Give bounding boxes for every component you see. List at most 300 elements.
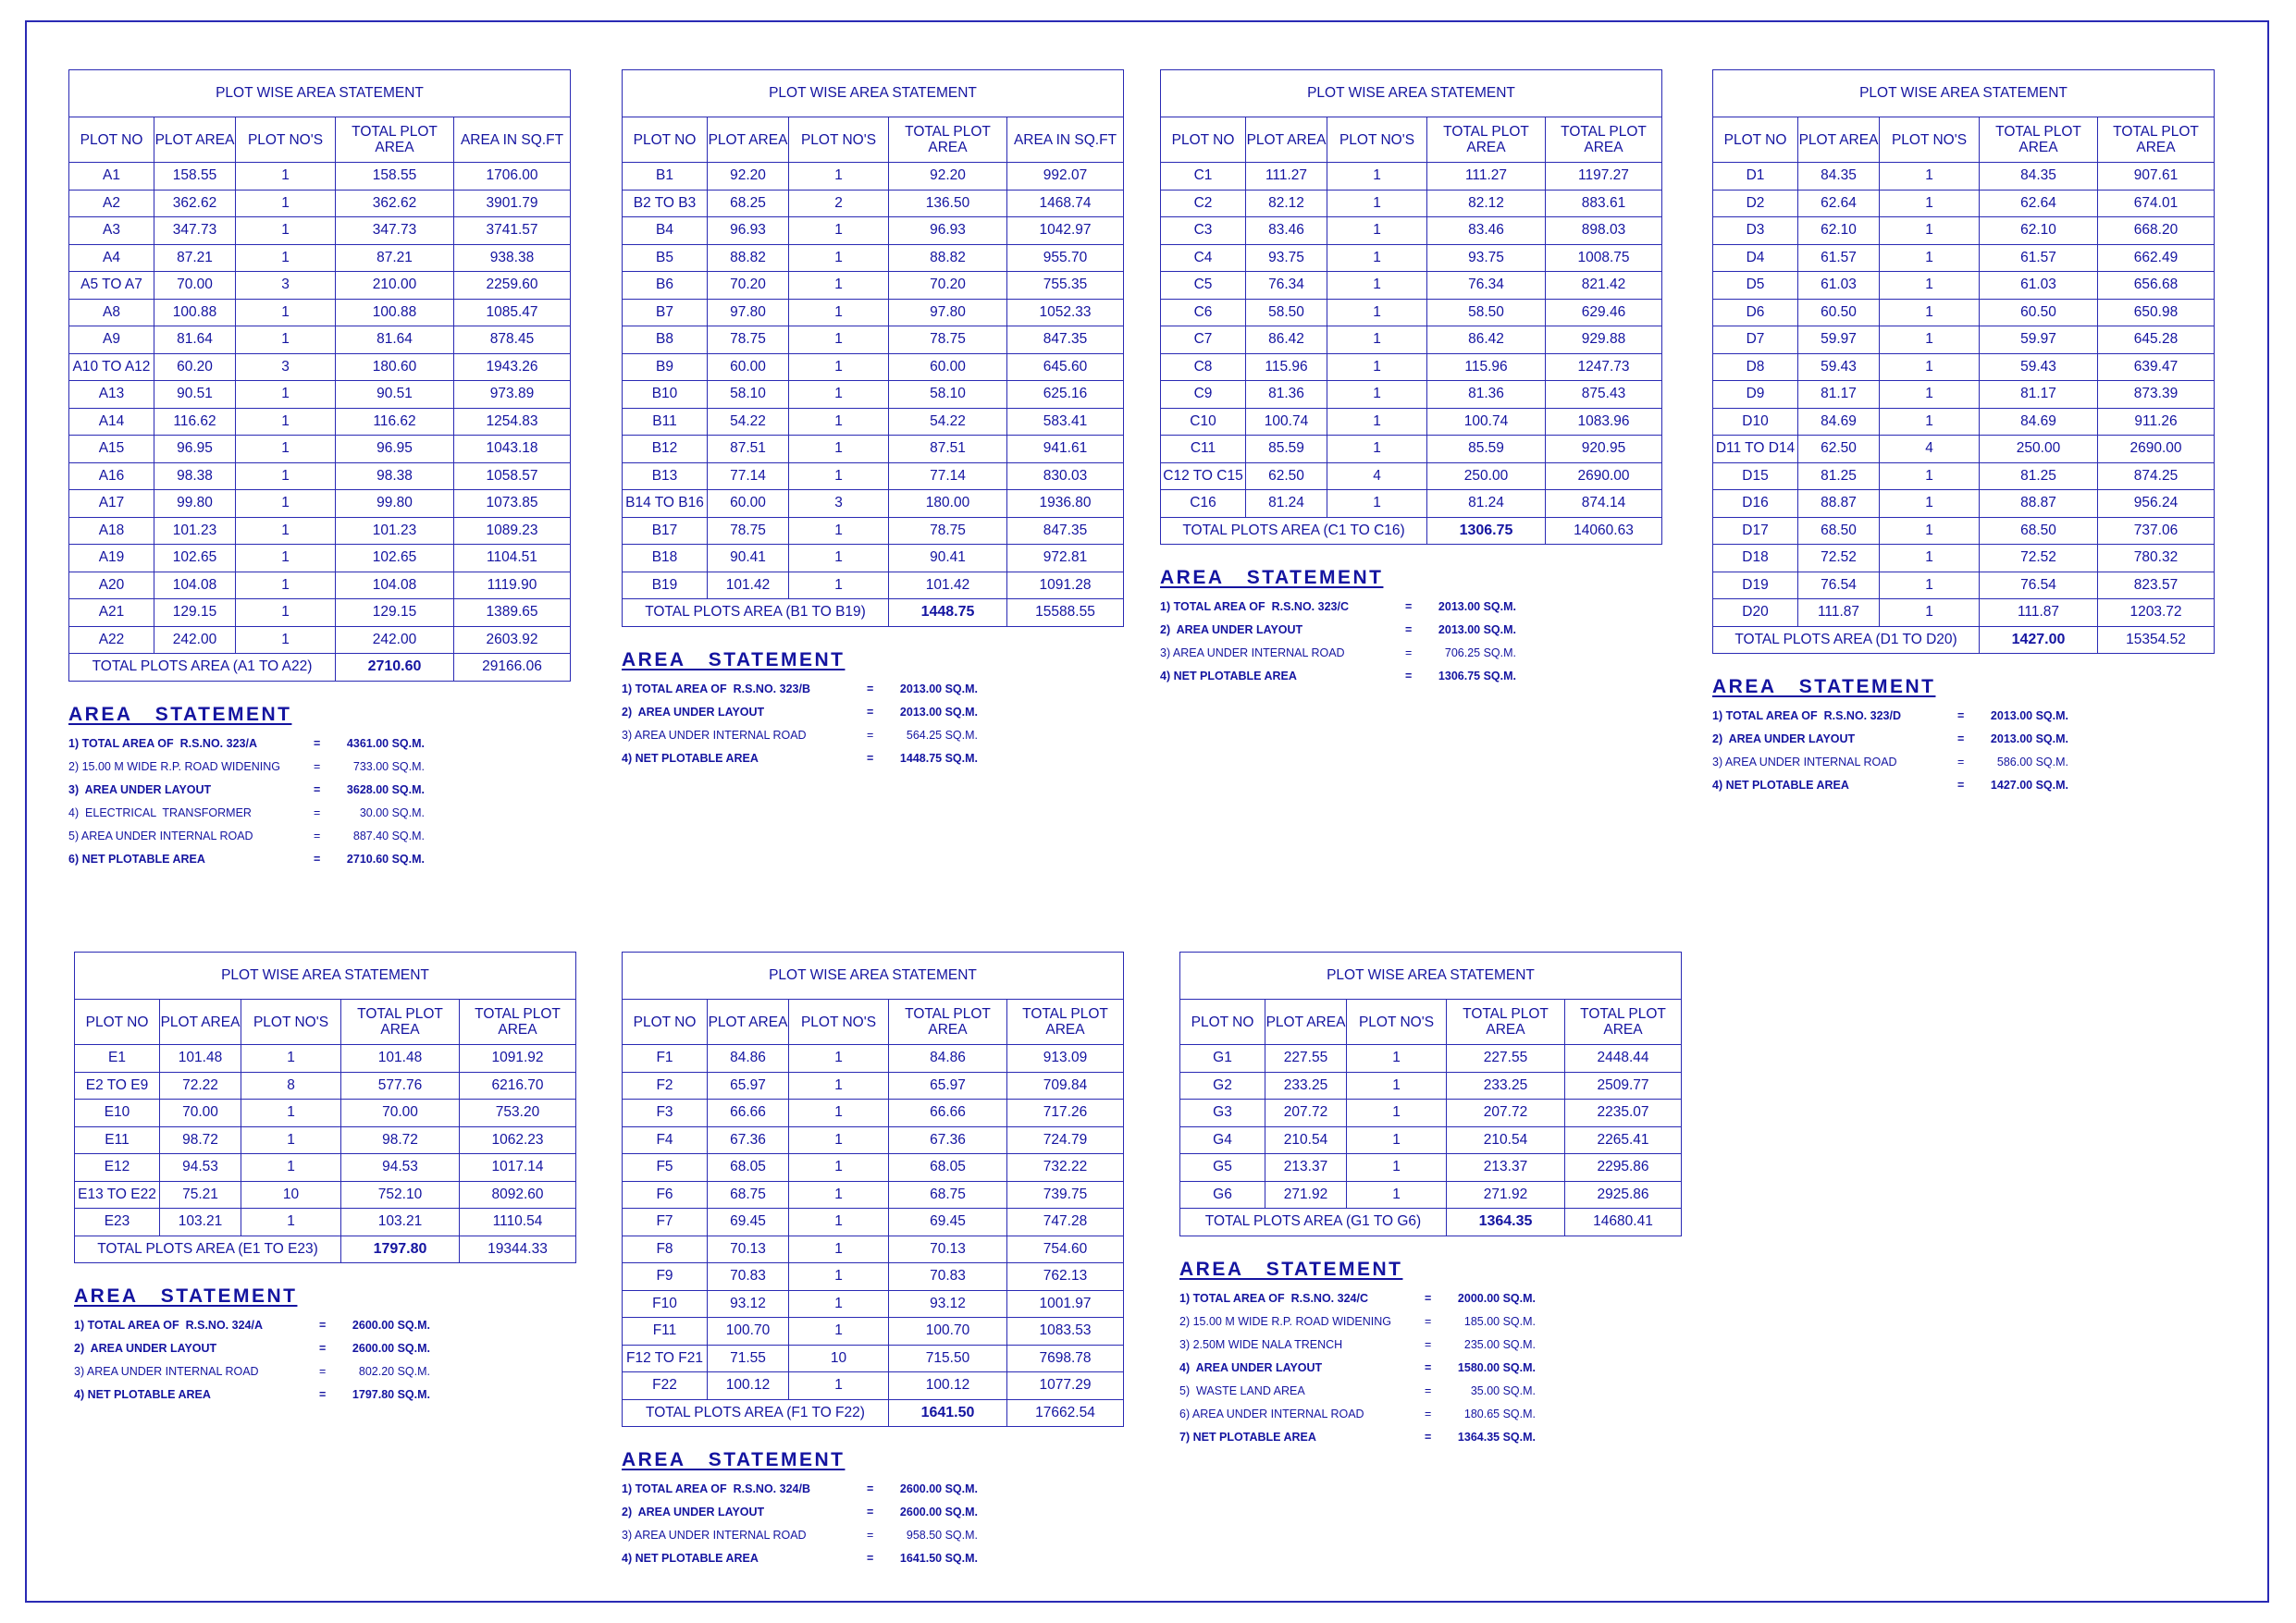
table-cell: 1017.14 (460, 1154, 576, 1182)
table-cell: 1 (1880, 381, 1980, 409)
table-cell: C1 (1161, 163, 1246, 191)
table-cell: 1 (1880, 572, 1980, 599)
table-cell: 213.37 (1265, 1154, 1347, 1182)
statement-value: 1580.00 SQ.M. (1457, 1360, 1536, 1374)
table-cell: 2925.86 (1565, 1181, 1682, 1209)
table-cell: 72.52 (1980, 545, 2098, 572)
table-cell: 1 (1327, 490, 1427, 518)
table-cell: 1110.54 (460, 1209, 576, 1236)
statement-value: 733.00 SQ.M. (352, 759, 425, 773)
table-cell: 1001.97 (1007, 1290, 1124, 1318)
table-cell: 54.22 (708, 408, 789, 436)
column-header: TOTAL PLOT AREA (1546, 117, 1662, 163)
table-cell: B18 (623, 545, 708, 572)
total-label: TOTAL PLOTS AREA (F1 TO F22) (623, 1399, 889, 1427)
total-row (69, 654, 571, 682)
table-row (75, 1045, 576, 1073)
table-cell: 1 (1347, 1154, 1447, 1182)
table-cell: 755.35 (1007, 272, 1124, 300)
table-cell: 1 (1880, 517, 1980, 545)
table-cell: 78.75 (889, 517, 1007, 545)
table-cell: E10 (75, 1100, 160, 1127)
table-cell: 242.00 (336, 626, 454, 654)
table-cell: A18 (69, 517, 154, 545)
table-cell: 111.87 (1980, 599, 2098, 627)
table-cell: A1 (69, 163, 154, 191)
statement-equals: = (1425, 1291, 1432, 1305)
table-row (623, 408, 1124, 436)
table-cell: D9 (1713, 381, 1798, 409)
table-cell: D11 TO D14 (1713, 436, 1798, 463)
table-row (623, 517, 1124, 545)
statement-value: 2013.00 SQ.M. (1990, 732, 2068, 745)
table-cell: 101.23 (336, 517, 454, 545)
statement-label: 2) 15.00 M WIDE R.P. ROAD WIDENING (68, 759, 280, 773)
statement-value: 1641.50 SQ.M. (899, 1552, 978, 1565)
table-cell: 83.46 (1427, 217, 1546, 245)
table-cell: 753.20 (460, 1100, 576, 1127)
statement-equals: = (1425, 1314, 1432, 1328)
table-cell: F1 (623, 1045, 708, 1073)
table-row (1713, 353, 2215, 381)
table-cell: 70.13 (708, 1236, 789, 1263)
column-header: TOTAL PLOT AREA (460, 1000, 576, 1045)
table-cell: D1 (1713, 163, 1798, 191)
table-cell: 90.51 (154, 381, 236, 409)
table-cell: 84.86 (889, 1045, 1007, 1073)
statement-value: 2710.60 SQ.M. (346, 852, 425, 866)
table-row (1713, 490, 2215, 518)
table-row (69, 462, 571, 490)
table-cell: 1 (789, 462, 889, 490)
table-cell: 1 (241, 1126, 341, 1154)
table-cell: 213.37 (1447, 1154, 1565, 1182)
table-cell: 62.64 (1798, 190, 1880, 217)
statement-label: 3) AREA UNDER INTERNAL ROAD (622, 1529, 807, 1542)
table-cell: 650.98 (2098, 299, 2215, 326)
statement-line (622, 706, 992, 729)
table-cell: 58.10 (708, 381, 789, 409)
table-row (623, 1072, 1124, 1100)
table-cell: 583.41 (1007, 408, 1124, 436)
table-cell: 747.28 (1007, 1209, 1124, 1236)
table-cell: C8 (1161, 353, 1246, 381)
table-cell: B19 (623, 572, 708, 599)
table-cell: 3741.57 (454, 217, 571, 245)
table-cell: 929.88 (1546, 326, 1662, 354)
table-cell: 210.00 (336, 272, 454, 300)
table-cell: 737.06 (2098, 517, 2215, 545)
table-cell: F9 (623, 1263, 708, 1291)
table-cell: 656.68 (2098, 272, 2215, 300)
statement-value: 2600.00 SQ.M. (352, 1319, 430, 1332)
table-cell: 1 (789, 1209, 889, 1236)
table-cell: B8 (623, 326, 708, 354)
total-row (623, 1399, 1124, 1427)
table-row (623, 299, 1124, 326)
table-row (623, 1290, 1124, 1318)
table-cell: 94.53 (160, 1154, 241, 1182)
table-row (623, 572, 1124, 599)
table-row (623, 462, 1124, 490)
table-row (623, 353, 1124, 381)
table-cell: 347.73 (336, 217, 454, 245)
table-cell: 1943.26 (454, 353, 571, 381)
table-cell: 115.96 (1427, 353, 1546, 381)
table-cell: 780.32 (2098, 545, 2215, 572)
statement-value: 3628.00 SQ.M. (346, 782, 425, 796)
total-sqft: 14060.63 (1546, 517, 1662, 545)
table-row (623, 1372, 1124, 1400)
area-statement-heading: AREA STATEMENT (1179, 1258, 1403, 1280)
statement-line (1160, 623, 1530, 646)
statement-value: 235.00 SQ.M. (1463, 1337, 1536, 1351)
total-row (1180, 1209, 1682, 1236)
table-cell: 81.64 (154, 326, 236, 354)
table-cell: B11 (623, 408, 708, 436)
table-row (1180, 1072, 1682, 1100)
table-cell: 96.93 (708, 217, 789, 245)
statement-line (1179, 1315, 1549, 1338)
table-row (75, 1072, 576, 1100)
table-row (623, 1100, 1124, 1127)
table-cell: 1 (1327, 244, 1427, 272)
table-cell: B14 TO B16 (623, 490, 708, 518)
table-cell: C10 (1161, 408, 1246, 436)
table-cell: 1 (1327, 299, 1427, 326)
table-cell: 823.57 (2098, 572, 2215, 599)
table-cell: 1197.27 (1546, 163, 1662, 191)
table-cell: 69.45 (889, 1209, 1007, 1236)
table-row (1161, 272, 1662, 300)
statement-value: 2000.00 SQ.M. (1457, 1291, 1536, 1305)
statement-label: 3) 2.50M WIDE NALA TRENCH (1179, 1337, 1343, 1351)
table-cell: F11 (623, 1318, 708, 1346)
table-cell: G5 (1180, 1154, 1265, 1182)
statement-value: 35.00 SQ.M. (1470, 1383, 1536, 1397)
table-row (75, 1181, 576, 1209)
statement-label: 3) AREA UNDER INTERNAL ROAD (1160, 646, 1345, 659)
table-cell: 59.97 (1980, 326, 2098, 354)
statement-equals: = (1957, 756, 1965, 768)
table-cell: 116.62 (336, 408, 454, 436)
table-cell: 68.50 (1980, 517, 2098, 545)
table-cell: 1936.80 (1007, 490, 1124, 518)
table-cell: 68.50 (1798, 517, 1880, 545)
table-cell: 992.07 (1007, 163, 1124, 191)
table-cell: 76.54 (1798, 572, 1880, 599)
table-cell: 84.69 (1798, 408, 1880, 436)
total-area: 2710.60 (336, 654, 454, 682)
table-cell: 62.64 (1980, 190, 2098, 217)
table-cell: 83.46 (1246, 217, 1327, 245)
table-row (1713, 462, 2215, 490)
statement-label: 3) AREA UNDER INTERNAL ROAD (74, 1365, 259, 1378)
statement-label: 2) AREA UNDER LAYOUT (74, 1342, 217, 1355)
statement-equals: = (867, 751, 874, 765)
table-cell: C16 (1161, 490, 1246, 518)
table-cell: 62.50 (1246, 462, 1327, 490)
table-cell: 104.08 (336, 572, 454, 599)
table-cell: 87.21 (154, 244, 236, 272)
table-cell: 233.25 (1447, 1072, 1565, 1100)
area-statement (68, 704, 438, 876)
table-cell: 101.48 (341, 1045, 460, 1073)
statement-value: 564.25 SQ.M. (906, 728, 978, 742)
table-cell: 1 (1347, 1126, 1447, 1154)
table-cell: B4 (623, 217, 708, 245)
table-cell: 1085.47 (454, 299, 571, 326)
statement-value: 185.00 SQ.M. (1463, 1314, 1536, 1328)
table-cell: D3 (1713, 217, 1798, 245)
table-title: PLOT WISE AREA STATEMENT (623, 70, 1124, 117)
table-row (69, 163, 571, 191)
table-row (623, 1181, 1124, 1209)
table-cell: 1 (1327, 436, 1427, 463)
table-cell: 645.60 (1007, 353, 1124, 381)
table-cell: C6 (1161, 299, 1246, 326)
table-row (75, 1154, 576, 1182)
table-cell: 68.75 (889, 1181, 1007, 1209)
table-cell: 645.28 (2098, 326, 2215, 354)
statement-equals: = (314, 805, 321, 819)
table-cell: 76.34 (1427, 272, 1546, 300)
table-cell: 920.95 (1546, 436, 1662, 463)
statement-value: 586.00 SQ.M. (1996, 756, 2068, 768)
statement-label: 2) AREA UNDER LAYOUT (1712, 732, 1856, 745)
table-cell: 2448.44 (1565, 1045, 1682, 1073)
statement-label: 4) NET PLOTABLE AREA (622, 751, 759, 765)
table-cell: 1 (1880, 408, 1980, 436)
table-cell: 1119.90 (454, 572, 571, 599)
table-cell: 1104.51 (454, 545, 571, 572)
table-cell: B2 TO B3 (623, 190, 708, 217)
column-header: PLOT NO'S (1880, 117, 1980, 163)
statement-equals: = (867, 728, 874, 742)
column-header: TOTAL PLOT AREA (341, 1000, 460, 1045)
statement-line (1712, 732, 2082, 756)
table-cell: B13 (623, 462, 708, 490)
table-cell: D5 (1713, 272, 1798, 300)
table-cell: F3 (623, 1100, 708, 1127)
table-cell: 1008.75 (1546, 244, 1662, 272)
table-cell: 104.08 (154, 572, 236, 599)
plot-wise-area-table (1160, 69, 1662, 545)
column-header: PLOT NO (1713, 117, 1798, 163)
table-cell: 3901.79 (454, 190, 571, 217)
column-header: PLOT NO (69, 117, 154, 163)
table-cell: 1 (1327, 217, 1427, 245)
statement-equals: = (1957, 732, 1965, 745)
table-row (623, 1263, 1124, 1291)
table-cell: 715.50 (889, 1345, 1007, 1372)
table-cell: 1083.96 (1546, 408, 1662, 436)
table-cell: 1 (789, 1290, 889, 1318)
table-cell: 1 (236, 244, 336, 272)
table-cell: 100.88 (154, 299, 236, 326)
table-cell: D16 (1713, 490, 1798, 518)
total-label: TOTAL PLOTS AREA (A1 TO A22) (69, 654, 336, 682)
table-cell: C9 (1161, 381, 1246, 409)
statement-line (74, 1388, 444, 1411)
statement-equals: = (867, 1552, 874, 1565)
table-cell: A17 (69, 490, 154, 518)
table-row (69, 190, 571, 217)
table-cell: 878.45 (454, 326, 571, 354)
table-cell: 3 (789, 490, 889, 518)
table-cell: 1 (236, 545, 336, 572)
column-header: PLOT AREA (154, 117, 236, 163)
statement-equals: = (867, 1482, 874, 1495)
table-cell: 99.80 (336, 490, 454, 518)
table-row (69, 626, 571, 654)
table-cell: 84.69 (1980, 408, 2098, 436)
table-cell: 1 (236, 599, 336, 627)
statement-line (68, 737, 438, 760)
table-cell: 2 (789, 190, 889, 217)
table-cell: 70.13 (889, 1236, 1007, 1263)
statement-value: 2013.00 SQ.M. (899, 705, 978, 719)
table-row (623, 1045, 1124, 1073)
table-cell: 136.50 (889, 190, 1007, 217)
statement-equals: = (867, 705, 874, 719)
block-f (622, 952, 1124, 1575)
table-cell: 668.20 (2098, 217, 2215, 245)
table-cell: G2 (1180, 1072, 1265, 1100)
column-header: TOTAL PLOT AREA (2098, 117, 2215, 163)
table-cell: 2259.60 (454, 272, 571, 300)
table-cell: 1052.33 (1007, 299, 1124, 326)
table-cell: 8092.60 (460, 1181, 576, 1209)
table-cell: 662.49 (2098, 244, 2215, 272)
table-cell: 1 (1880, 599, 1980, 627)
table-cell: 72.52 (1798, 545, 1880, 572)
table-row (1713, 217, 2215, 245)
table-cell: 70.20 (889, 272, 1007, 300)
statement-label: 2) 15.00 M WIDE R.P. ROAD WIDENING (1179, 1314, 1391, 1328)
column-header: PLOT NO (1161, 117, 1246, 163)
table-cell: 883.61 (1546, 190, 1662, 217)
table-cell: 94.53 (341, 1154, 460, 1182)
table-cell: 227.55 (1447, 1045, 1565, 1073)
table-row (1161, 217, 1662, 245)
statement-equals: = (1425, 1383, 1432, 1397)
table-cell: 1 (1880, 244, 1980, 272)
table-cell: 92.20 (889, 163, 1007, 191)
column-header: PLOT NO (623, 117, 708, 163)
statement-line (1179, 1384, 1549, 1408)
table-row (1713, 381, 2215, 409)
table-cell: C5 (1161, 272, 1246, 300)
statement-label: 2) AREA UNDER LAYOUT (622, 705, 765, 719)
table-cell: 100.12 (889, 1372, 1007, 1400)
statement-line (622, 752, 992, 775)
table-row (623, 1318, 1124, 1346)
table-cell: 96.95 (154, 436, 236, 463)
table-row (623, 1154, 1124, 1182)
table-cell: 1073.85 (454, 490, 571, 518)
table-cell: 1 (1347, 1181, 1447, 1209)
table-row (69, 517, 571, 545)
statement-value: 1797.80 SQ.M. (352, 1388, 430, 1401)
table-cell: 1 (789, 436, 889, 463)
table-row (69, 299, 571, 326)
column-header: PLOT AREA (708, 117, 789, 163)
table-cell: 75.21 (160, 1181, 241, 1209)
statement-line (1160, 600, 1530, 623)
table-cell: 717.26 (1007, 1100, 1124, 1127)
table-cell: E13 TO E22 (75, 1181, 160, 1209)
table-cell: 973.89 (454, 381, 571, 409)
statement-label: 7) NET PLOTABLE AREA (1179, 1430, 1316, 1444)
table-cell: 1 (789, 572, 889, 599)
table-cell: 99.80 (154, 490, 236, 518)
table-cell: B6 (623, 272, 708, 300)
total-label: TOTAL PLOTS AREA (G1 TO G6) (1180, 1209, 1447, 1236)
table-cell: 101.23 (154, 517, 236, 545)
statement-label: 1) TOTAL AREA OF R.S.NO. 323/C (1160, 600, 1349, 613)
table-cell: 732.22 (1007, 1154, 1124, 1182)
table-cell: G3 (1180, 1100, 1265, 1127)
column-header: TOTAL PLOT AREA (1447, 1000, 1565, 1045)
table-cell: 100.88 (336, 299, 454, 326)
statement-value: 2600.00 SQ.M. (352, 1342, 430, 1355)
table-row (1161, 381, 1662, 409)
table-cell: A14 (69, 408, 154, 436)
table-cell: 955.70 (1007, 244, 1124, 272)
table-cell: 709.84 (1007, 1072, 1124, 1100)
table-cell: 68.75 (708, 1181, 789, 1209)
table-cell: F5 (623, 1154, 708, 1182)
table-cell: G6 (1180, 1181, 1265, 1209)
table-cell: 1 (789, 272, 889, 300)
table-cell: 1 (789, 299, 889, 326)
table-cell: 1 (236, 326, 336, 354)
area-statement (622, 649, 992, 775)
table-title: PLOT WISE AREA STATEMENT (1180, 953, 1682, 1000)
table-row (69, 381, 571, 409)
table-cell: C7 (1161, 326, 1246, 354)
plot-wise-area-table (622, 952, 1124, 1427)
table-cell: B9 (623, 353, 708, 381)
table-cell: 913.09 (1007, 1045, 1124, 1073)
table-cell: A20 (69, 572, 154, 599)
table-cell: 210.54 (1265, 1126, 1347, 1154)
table-cell: 1 (1327, 190, 1427, 217)
area-statement-heading: AREA STATEMENT (622, 1449, 846, 1470)
statement-equals: = (319, 1319, 327, 1332)
table-cell: 60.00 (708, 490, 789, 518)
statement-line (68, 830, 438, 853)
table-cell: 85.59 (1427, 436, 1546, 463)
statement-line (1179, 1338, 1549, 1361)
statement-equals: = (1405, 670, 1413, 682)
statement-value: 958.50 SQ.M. (906, 1529, 978, 1542)
table-cell: 61.57 (1798, 244, 1880, 272)
table-row (1713, 408, 2215, 436)
table-cell: 98.72 (341, 1126, 460, 1154)
table-cell: 1 (236, 462, 336, 490)
table-cell: 873.39 (2098, 381, 2215, 409)
column-header: PLOT AREA (708, 1000, 789, 1045)
statement-label: 1) TOTAL AREA OF R.S.NO. 323/D (1712, 709, 1901, 722)
table-row (1161, 326, 1662, 354)
table-cell: 61.57 (1980, 244, 2098, 272)
statement-value: 2013.00 SQ.M. (899, 682, 978, 695)
table-cell: A19 (69, 545, 154, 572)
statement-label: 6) NET PLOTABLE AREA (68, 852, 205, 866)
total-row (623, 599, 1124, 627)
